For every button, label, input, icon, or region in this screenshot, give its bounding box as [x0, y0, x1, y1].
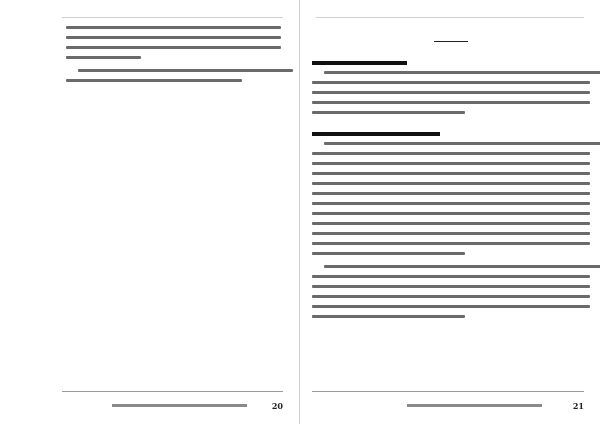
right-header-rule — [316, 17, 584, 18]
left-footer-rule — [62, 391, 283, 392]
section-1-paragraph — [312, 71, 590, 114]
left-header-rule — [62, 17, 283, 18]
right-footer-text — [407, 403, 537, 409]
left-footer-text — [112, 403, 242, 409]
left-body — [66, 22, 281, 92]
right-body — [312, 25, 590, 328]
left-running-header — [0, 7, 299, 13]
left-page-number: 20 — [271, 401, 283, 411]
page-title — [434, 33, 468, 42]
left-paragraph-1 — [66, 26, 281, 59]
section-1-heading — [312, 53, 590, 59]
left-paragraph-2 — [66, 69, 281, 82]
right-footer-rule — [312, 391, 584, 392]
section-2-paragraph — [312, 142, 590, 255]
section-2-heading — [312, 124, 590, 130]
right-page-number: 21 — [572, 401, 584, 411]
section-3-paragraph — [312, 265, 590, 318]
right-page — [300, 0, 600, 424]
right-running-header — [300, 7, 600, 13]
